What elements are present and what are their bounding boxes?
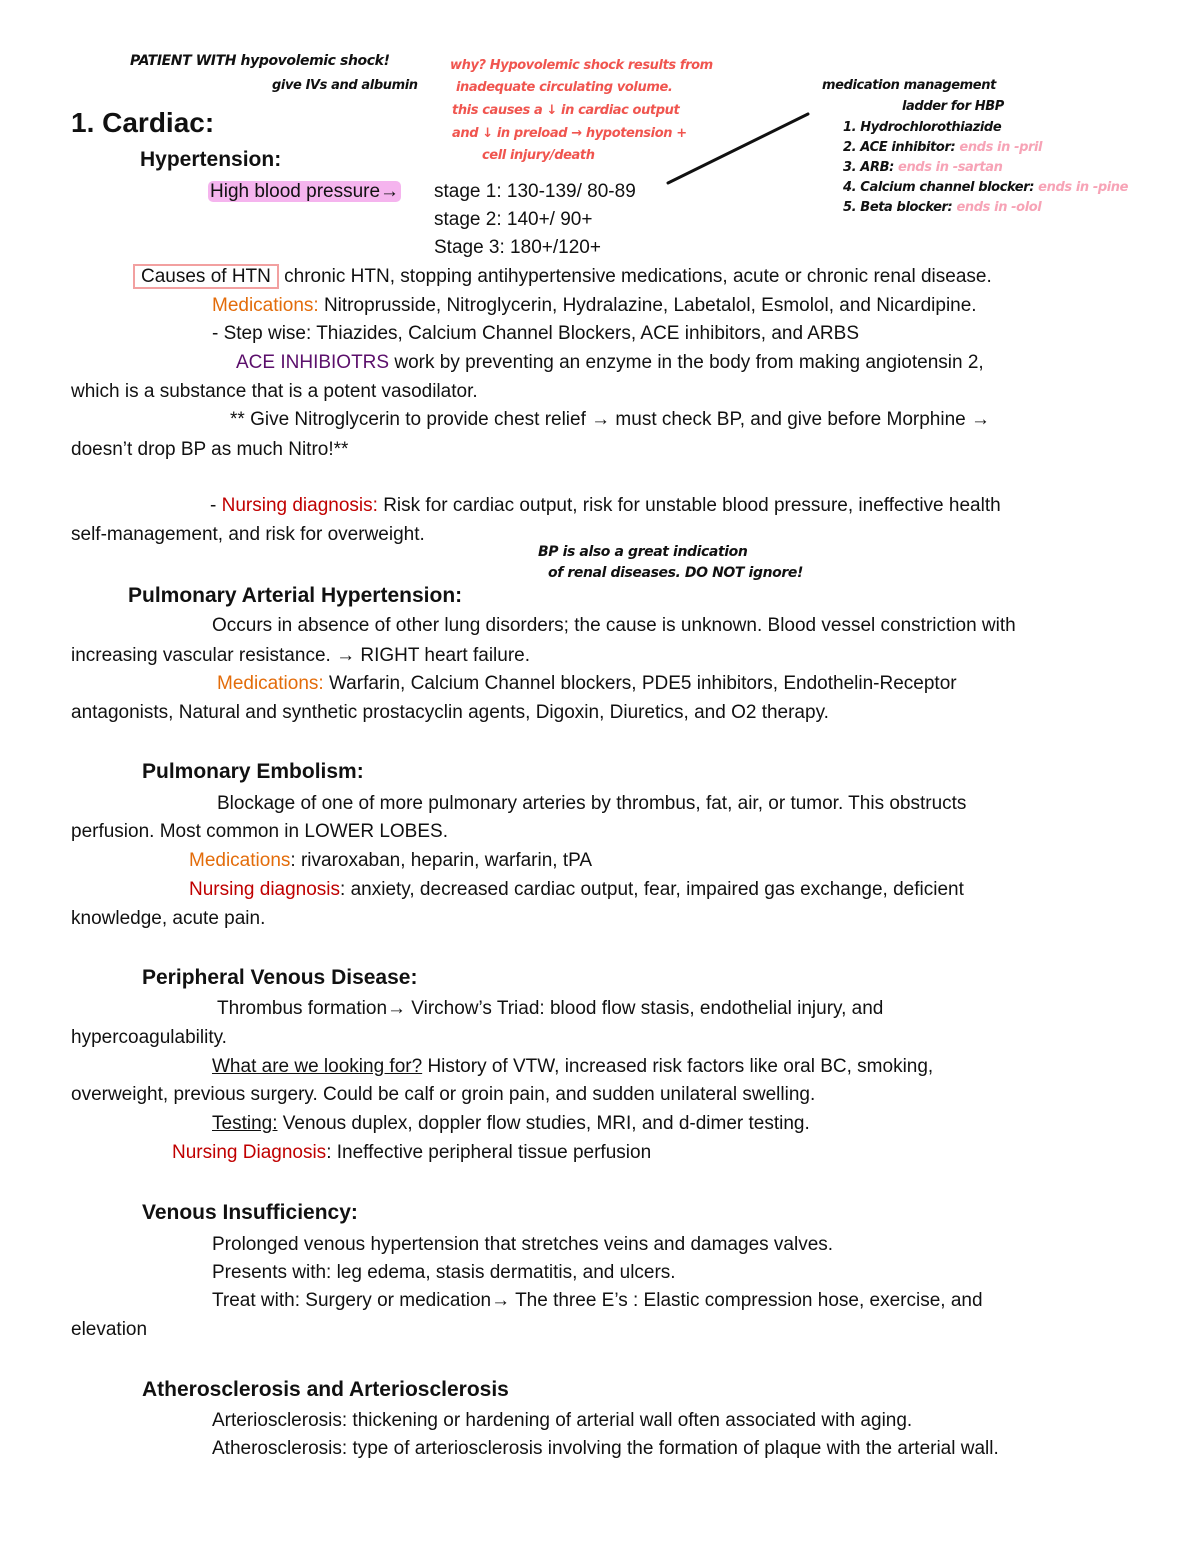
heading-vi: Venous Insufficiency: — [142, 1201, 358, 1224]
pah-desc1: Occurs in absence of other lung disorders; the cause is unknown. Blood vessel constriction with — [212, 615, 1016, 636]
note-red-4: and ↓ in preload → hypotension + — [452, 126, 687, 141]
htn-stage-3: Stage 3: 180+/120+ — [434, 237, 601, 258]
ath-line2: Atherosclerosis: type of arteriosclerosis involving the formation of plaque with the arterial wall. — [212, 1438, 999, 1459]
note-renal-1: BP is also a great indication — [538, 544, 748, 560]
ladder-title-1: medication management — [822, 78, 996, 93]
htn-ace-text: work by preventing an enzyme in the body from making angiotensin 2, — [394, 352, 984, 373]
vi-line2: Presents with: leg edema, stasis dermatitis, and ulcers. — [212, 1262, 676, 1283]
pvd-looking-for — [212, 1055, 933, 1079]
htn-ace-line2: which is a substance that is a potent vasodilator. — [71, 381, 478, 402]
htn-nitro-line2: doesn’t drop BP as much Nitro!** — [71, 439, 349, 460]
pe-nursing-dx — [189, 878, 964, 902]
pvd-look-label: What are we looking for? — [212, 1056, 423, 1077]
pah-meds-line2: antagonists, Natural and synthetic prostacyclin agents, Digoxin, Diuretics, and O2 therapy. — [71, 702, 829, 723]
ladder-item-5-suffix: ends in -olol — [956, 200, 1042, 215]
htn-ace-label: ACE INHIBIOTRS — [236, 352, 390, 373]
section-title-cardiac: 1. Cardiac: — [71, 107, 215, 138]
pah-desc2: increasing vascular resistance. → RIGHT heart failure. — [71, 645, 530, 666]
pvd-test-text: Venous duplex, doppler flow studies, MRI, and d-dimer testing. — [277, 1113, 810, 1134]
pvd-nursing-dx — [172, 1141, 651, 1165]
htn-stage-1: stage 1: 130-139/ 80-89 — [434, 181, 636, 202]
htn-medications — [212, 294, 977, 318]
htn-nd-label: Nursing diagnosis: — [221, 495, 378, 516]
pah-medications — [217, 672, 957, 696]
pe-desc2: perfusion. Most common in LOWER LOBES. — [71, 821, 448, 842]
htn-causes-text: chronic HTN, stopping antihypertensive medications, acute or chronic renal disease. — [284, 266, 992, 287]
htn-ace — [236, 351, 984, 375]
arrow-icon: → — [380, 181, 400, 202]
note-hypovolemic-2: give IVs and albumin — [272, 78, 418, 93]
vi-line4: elevation — [71, 1319, 148, 1340]
pvd-testing — [212, 1112, 810, 1136]
note-red-1: why? Hypovolemic shock results from — [450, 58, 713, 73]
ladder-item-2: 2. ACE inhibitor: ends in -pril — [843, 140, 1043, 155]
note-hypovolemic-1: PATIENT WITH hypovolemic shock! — [130, 53, 390, 69]
htn-nd-line2: self-management, and risk for overweight. — [71, 524, 425, 545]
pe-nd-line2: knowledge, acute pain. — [71, 908, 266, 929]
connector-stroke — [668, 114, 808, 183]
heading-hypertension: Hypertension: — [140, 148, 282, 171]
pah-meds-label: Medications: — [217, 673, 324, 694]
pvd-nd-text: : Ineffective peripheral tissue perfusion — [326, 1142, 652, 1163]
ladder-title-2: ladder for HBP — [902, 99, 1004, 114]
ladder-item-3-suffix: ends in -sartan — [898, 160, 1003, 175]
heading-atherosclerosis: Atherosclerosis and Arteriosclerosis — [142, 1378, 509, 1401]
vi-line1: Prolonged venous hypertension that stretches veins and damages valves. — [212, 1234, 834, 1255]
ladder-item-4: 4. Calcium channel blocker: ends in -pine — [843, 180, 1129, 195]
ladder-item-5: 5. Beta blocker: ends in -olol — [843, 200, 1042, 215]
pvd-look-text: History of VTW, increased risk factors like oral BC, smoking, — [422, 1056, 934, 1077]
pe-medications — [189, 849, 592, 873]
heading-pe: Pulmonary Embolism: — [142, 760, 364, 783]
htn-causes — [133, 265, 992, 289]
ladder-item-2-suffix: ends in -pril — [959, 140, 1043, 155]
htn-definition-highlight: High blood pressure→ — [210, 181, 400, 202]
htn-nd-text: Risk for cardiac output, risk for unstable blood pressure, ineffective health — [383, 495, 1001, 516]
note-renal-2: of renal diseases. DO NOT ignore! — [548, 565, 803, 581]
htn-meds-label: Medications: — [212, 295, 319, 316]
ath-line1: Arteriosclerosis: thickening or hardening of arterial wall often associated with aging. — [212, 1410, 913, 1431]
note-red-5: cell injury/death — [482, 148, 595, 163]
ladder-item-1: 1. Hydrochlorothiazide — [843, 120, 1002, 135]
ladder-item-4-suffix: ends in -pine — [1038, 180, 1129, 195]
vi-line3: Treat with: Surgery or medication→ The three E’s : Elastic compression hose, exercise, and — [212, 1290, 983, 1311]
heading-pvd: Peripheral Venous Disease: — [142, 966, 418, 989]
note-red-3: this causes a ↓ in cardiac output — [452, 103, 680, 118]
htn-nitro-line1: ** Give Nitroglycerin to provide chest relief → must check BP, and give before Morphine → — [230, 409, 990, 430]
note-red-2: inadequate circulating volume. — [456, 80, 673, 95]
pe-nd-label: Nursing diagnosis — [189, 879, 341, 900]
htn-causes-label: Causes of HTN — [133, 264, 279, 289]
pvd-look-line2: overweight, previous surgery. Could be calf or groin pain, and sudden unilateral swelling. — [71, 1084, 816, 1105]
heading-pah: Pulmonary Arterial Hypertension: — [128, 584, 463, 607]
pe-nd-text: : anxiety, decreased cardiac output, fear, impaired gas exchange, deficient — [340, 879, 964, 900]
pvd-nd-label: Nursing Diagnosis — [172, 1142, 327, 1163]
htn-nursing-dx: - Nursing diagnosis: Risk for cardiac output, risk for unstable blood pressure, ineffective health — [210, 495, 1001, 516]
pe-meds-text: : rivaroxaban, heparin, warfarin, tPA — [290, 850, 593, 871]
htn-stage-2: stage 2: 140+/ 90+ — [434, 209, 593, 230]
htn-definition — [208, 180, 401, 204]
htn-meds-text: Nitroprusside, Nitroglycerin, Hydralazine, Labetalol, Esmolol, and Nicardipine. — [323, 295, 977, 316]
ladder-item-3: 3. ARB: ends in -sartan — [843, 160, 1003, 175]
pvd-desc2: hypercoagulability. — [71, 1027, 227, 1048]
htn-stepwise: - Step wise: Thiazides, Calcium Channel Blockers, ACE inhibitors, and ARBS — [212, 323, 860, 344]
pvd-test-label: Testing: — [212, 1113, 278, 1134]
pe-meds-label: Medications — [189, 850, 291, 871]
pvd-desc1: Thrombus formation→ Virchow’s Triad: blood flow stasis, endothelial injury, and — [217, 998, 884, 1019]
pah-meds-text: Warfarin, Calcium Channel blockers, PDE5 inhibitors, Endothelin-Receptor — [328, 673, 957, 694]
pe-desc1: Blockage of one of more pulmonary arteries by thrombus, fat, air, or tumor. This obstructs — [217, 793, 967, 814]
